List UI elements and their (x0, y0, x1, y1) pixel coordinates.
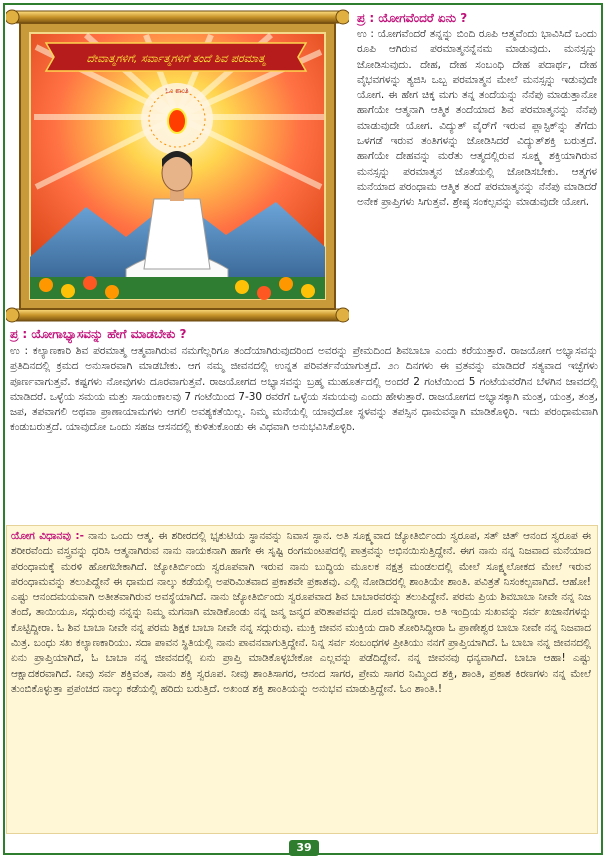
question-heading-yoga: ಪ್ರ : ಯೋಗವೆಂದರೆ ಏನು ? (357, 11, 468, 25)
question-heading-practice: ಪ್ರ : ಯೋಗಾಭ್ಯಾಸವನ್ನು ಹೇಗೆ ಮಾಡಬೇಕು ? (10, 327, 187, 341)
answer-practice: ಉ : ಕಲ್ಯಾಣಕಾರಿ ಶಿವ ಪರಮಾತ್ಮ ಆತ್ಮವಾಗಿರುವ ನಮಗೆಲ್ಲರಿಗೂ ತಂದೆಯಾಗಿರುವುದರಿಂದ ಅವರನ್ನು ಪ್ರೇಮದಿಂದ ಶಿವಬಾಬಾ ಎಂದು ಕರೆಯುತ್ತಾರೆ. ರಾಜಯೋಗ ಅಭ್ಯಾಸವನ್ನು ಪ್ರತಿದಿನದಲ್ಲಿ ಕ್ರಮದ ಅನುಸಾರವಾಗಿ ಮಾಡಬೇಕು. ಆಗ ನಮ್ಮ ಜೀವನದಲ್ಲಿ ಉನ್ನತ ಪರಿವರ್ತನೆಯಾಗುತ್ತದೆ. ೨೧ ದಿನಗಳು ಈ ವ್ರತವನ್ನು ಮಾಡಿದರೆ ಸತ್ಯವಾದ ಇಚ್ಛೆಗಳು ಪೂರ್ಣವಾಗುತ್ತವೆ. ಕಷ್ಟಗಳು ನೋವುಗಳು ದೂರವಾಗುತ್ತವೆ. ರಾಜಯೋಗದ ಅಭ್ಯಾಸವನ್ನು ಬ್ರಹ್ಮ ಮುಹೂರ್ತದಲ್ಲಿ ಅಂದರೆ 2 ಗಂಟೆಯಿಂದ 5 ಗಂಟೆಯವರೆಗಿನ ಬೆಳಗಿನ ಜಾವದಲ್ಲಿ ಮಾಡಿದರೆ. ಒಳ್ಳೆಯ ಸಮಯ ಮತ್ತು ಸಾಯಂಕಾಲವು 7 ಗಂಟೆಯಿಂದ 7-30 ರವರೆಗೆ ಒಳ್ಳೆಯ ಸಮಯವು ಎಂದು ಹೇಳುತ್ತಾರೆ. ರಾಜಯೋಗದ ಅಭ್ಯಾಸಕ್ಕಾಗಿ ಮಂತ್ರ, ಯಂತ್ರ, ತಂತ್ರ, ಜಪ, ತಪವಾಗಲಿ ಅಥವಾ ಪ್ರಾಣಾಯಾಮಗಳು ಆಗಲಿ ಅವಶ್ಯಕತೆಯಿಲ್ಲ. ನಿಮ್ಮ ಮನೆಯಲ್ಲಿ ಯಾವುದೋ ಸ್ಥಳವನ್ನು ತಪಸ್ಸಿನ ಧಾಮವನ್ನಾಗಿ ಮಾಡಿಕೊಳ್ಳಿರಿ. ಇದು ಪರಂಧಾಮವಾಗಿ ಕಂಡುಬರುತ್ತದೆ. ಯಾವುದೋ ಒಂದು ಸಹಜ ಆಸನದಲ್ಲಿ ಕುಳಿತುಕೊಂಡು ಈ ವಿಧವಾಗಿ ಅನುಭವಿಸಿಕೊಳ್ಳಿರಿ. (10, 345, 598, 434)
meditation-illustration (6, 7, 349, 325)
halo-text: ಓಂ ಶಾಂತಿ (165, 87, 189, 95)
yoga-method-panel (6, 525, 598, 834)
answer-yoga-definition: ಉ : ಯೋಗವೆಂದರೆ ತನ್ನನ್ನು ಬಿಂದಿ ರೂಪಿ ಆತ್ಮವೆಂದು ಭಾವಿಸಿದೆ ಒಂದು ರೂಪಿ ಆಗಿರುವ ಪರಮಾತ್ಮನನ್ನೆನಮ ಮಾಡುವುದು. ಮನಸ್ಸನ್ನು ಜೋಡಿಸುವುದು. ದೇಹ, ದೇಹ ಸಂಬಂಧಿ ದೇಹ ಪದಾರ್ಥ, ದೇಹ ವೈಭವಗಳನ್ನು ತ್ಯಜಿಸಿ ಒಬ್ಬ ಪರಮಾತ್ಮನ ಮೇಲೆ ಮನಸ್ಸನ್ನು ಇಡುವುದೇ ಯೋಗ. ಈ ಹೇಗ ಚಿಕ್ಕ ಮಗು ತನ್ನ ತಂದೆಯನ್ನು ನೆನೆಪು ಮಾಡುತ್ತಾನೋ ಹಾಗೆಯೇ ಆತ್ಮನಾಗಿ ಆತ್ಮಿಕ ತಂದೆಯಾದ ಶಿವ ಪರಮಾತ್ಮನನ್ನು ನೆನೆಪು ಮಾಡುವುದೇ ಯೋಗ. ವಿದ್ಯುತ್ ವೈರ್‌ಗೆ ಇರುವ ಪ್ಲಾಸ್ಟಿಕ್‌ನ್ನು ತೆಗೆದು ಒಳಗಡೆ ಇರುವ ತಂತಿಗಳನ್ನು ಜೋಡಿಸಿದರೆ ವಿದ್ಯುತ್‌ಶಕ್ತಿ ಬರುತ್ತದೆ. ಹಾಗೆಯೇ ದೇಹವನ್ನು ಮರೆತು ಆತ್ಮದಲ್ಲಿರುವ ಸೂಕ್ಷ್ಮ ಶಕ್ತಿಯಾಗಿರುವ ಮನಸ್ಸನ್ನು ಪರಮಾತ್ಮನ ಜೊತೆಯಲ್ಲಿ ಜೋಡಿಸಬೇಕು. ಆತ್ಮಗಳ ಮನೆಯಾದ ಪರಂಧಾಮ ಆತ್ಮಿಕ ತಂದೆ ಪರಮಾತ್ಮನನ್ನು ನೆನೆಪು ಮಾಡಿದರೆ ಅನೇಕ ಪ್ರಾಪ್ತಿಗಳು ಸಿಗುತ್ತವೆ. ಶ್ರೇಷ್ಠ ಸಂಕಲ್ಪವನ್ನು ಮಾಡುವುದೇ ಯೋಗ. (357, 28, 597, 209)
page-number: 39 (289, 840, 319, 856)
yoga-method-heading: ಯೋಗ ವಿಧಾನವು :- (11, 530, 84, 542)
yoga-method-body: ನಾನು ಒಂದು ಆತ್ಮ. ಈ ಶರೀರದಲ್ಲಿ ಭೃಕುಟಿಯ ಸ್ಥಾನವನ್ನು ನಿವಾಸ ಸ್ಥಾನ. ಅತಿ ಸೂಕ್ಷ್ಮವಾದ ಜ್ಯೋತಿರ್ಬಿಂದು ಸ್ವರೂಪ, ಸತ್ ಚಿತ್ ಆನಂದ ಸ್ವರೂಪ ಈ ಶರೀರವೆಂದು ವಸ್ತ್ರವನ್ನು ಧರಿಸಿ ಆತ್ಮನಾಗಿರುವ ನಾನು ನಾಯಕನಾಗಿ ಹಾಗೇ ಈ ಸೃಷ್ಟಿ ರಂಗಮಂಟಪದಲ್ಲಿ ಪಾತ್ರವನ್ನು ಅಭಿನಯಿಸುತ್ತಿದ್ದೇನೆ. ಈಗ ನಾನು ನನ್ನ ನಿಜವಾದ ಮನೆಯಾದ ಪರಂಧಾಮಕ್ಕೆ ಮರಳಿ ಹೋಗಬೇಕಾಗಿದೆ. ಜ್ಯೋತಿರ್ಬಿಂದು ಸ್ವರೂಪವಾಗಿ ಇರುವ ನಾನು ಬುದ್ಧಿಯ ಮೂಲಕ ನಕ್ಷತ್ರ ಮಂಡಲದಲ್ಲಿ ಮೇಲೆ ಸೂಕ್ಷ್ಮಲೋಕದ ಮೇಲೆ ಇರುವ ಪರಂಧಾಮವನ್ನು ತಲುಪಿದ್ದೇನೆ ಈ ಧಾಮದ ನಾಲ್ಕು ಕಡೆಯಲ್ಲಿ ಅಪರಿಮಿತವಾದ ಪ್ರಕಾಶವೇ ಪ್ರಕಾಶವು. ಎಲ್ಲಿ ನೋಡಿದರಲ್ಲಿ ಶಾಂತಿಯೇ ಶಾಂತಿ. ಪವಿತ್ರತೆ ನಿಸಂಕಲ್ಪವಾಗಿದೆ. ಆಹೋ! ಎಷ್ಟು ಆನಂದಮಯವಾಗಿ ಅತೀತವಾಗಿರುವ ಅವಸ್ಥೆಯಾಗಿದೆ. ನಾನು ಜ್ಯೋತಿರ್ಬಿಂದು ಸ್ವರೂಪವಾದ ಶಿವ ಬಾಬಾರವರನ್ನು ತಲುಪಿದ್ದೇನೆ. ಪರಮ ಪ್ರಿಯ ಶಿವಬಾಬಾ ನೀವೇ ನನ್ನ ನಿಜ ತಂದೆ, ತಾಯಿಯೂ, ಸದ್ಗುರುವು ನನ್ನನ್ನು ನಿಮ್ಮ ಮಗನಾಗಿ ಮಾಡಿಕೊಂಡು ನನ್ನ ಜನ್ಮ ಜನ್ಮದ ಪರಿತಾಪವನ್ನು ದೂರ ಮಾಡಿದ್ದೀರಾ. ಅತಿ ಇಂದ್ರಿಯ ಸುಖವನ್ನು ಸರ್ವ ಖಜಾನೆಗಳನ್ನು ಕೊಟ್ಟಿದ್ದೀರಾ. ಓ ಶಿವ ಬಾಬಾ ನೀವೇ ನನ್ನ ಪರಮ ಶಿಕ್ಷಕ ಬಾಬಾ ನೀವೇ ನನ್ನ ಸದ್ಗುರುವು. ಮುಕ್ತಿ ಜೀವನ ಮುಕ್ತಿಯ ದಾರಿ ತೋರಿಸಿದ್ದೀರಾ ಓ ಪ್ರಾಣೇಶ್ವರ ಬಾಬಾ ನೀವೇ ನನ್ನ ನಿಜವಾದ ಮಿತ್ರ. ಬಂಧು ಸಖ ಕಲ್ಯಾಣಕಾರಿಯು. ಸದಾ ಪಾವನ ಸ್ಥಿತಿಯಲ್ಲಿ ನಾನು ಪಾವನವಾಗುತ್ತಿದ್ದೇನೆ. ನಿನ್ನ ಸರ್ವ ಸಂಬಂಧಗಳ ಪ್ರೀತಿಯು ನನಗೆ ಪ್ರಾಪ್ತಿಯಾಗಿದೆ. ಓ ಬಾಬಾ ನನ್ನ ಜೀವನದಲ್ಲಿ ಏನು ಪ್ರಾಪ್ತಿಯಾಗಿದೆ, ಓ ಬಾಬಾ ನನ್ನ ಜೀವನದಲ್ಲಿ ಏನು ಪ್ರಾಪ್ತಿ ಮಾಡಿಕೊಳ್ಳಬೇಕೋ ಎಲ್ಲವನ್ನು ಪಡೆದಿದ್ದೇನೆ. ನನ್ನ ಜೀವನವು ಧನ್ಯವಾಗಿದೆ. ಬಾಬಾ ಆಹಾ! ಎಷ್ಟು ಆಕ್ಷಾದಕರವಾಗಿದೆ. ನೀವು ಸರ್ವ ಶಕ್ತಿವಂತ, ನಾನು ಶಕ್ತಿ ಸ್ವರೂಪ. ನೀವು ಶಾಂತಿಸಾಗರ, ಆನಂದ ಸಾಗರ, ಪ್ರೇಮ ಸಾಗರ ನಿಮ್ಮಿಂದ ಶಕ್ತಿ, ಶಾಂತಿ, ಪ್ರಕಾಶ ಕಿರಣಗಳು ನನ್ನ ಮೇಲೆ ತುಂಬಿಕೊಳ್ಳುತ್ತಾ ಪ್ರಪಂಚದ ನಾಲ್ಕು ಕಡೆಯಲ್ಲಿ ಹರಿದು ಬರುತ್ತಿದೆ. ಅಖಂಡ ಶಕ್ತಿ ಶಾಂತಿಯನ್ನು ಅನುಭವ ಮಾಡುತ್ತಿದ್ದೇನೆ. ಓಂ ಶಾಂತಿ.! (11, 530, 591, 695)
yoga-method-text (11, 529, 591, 697)
banner-text: ದೇವಾತ್ಮಗಳಿಗೆ, ಸರ್ವಾತ್ಮಗಳಿಗೆ ತಂದೆ ಶಿವ ಪರಮಾತ್ಮ (86, 52, 266, 65)
